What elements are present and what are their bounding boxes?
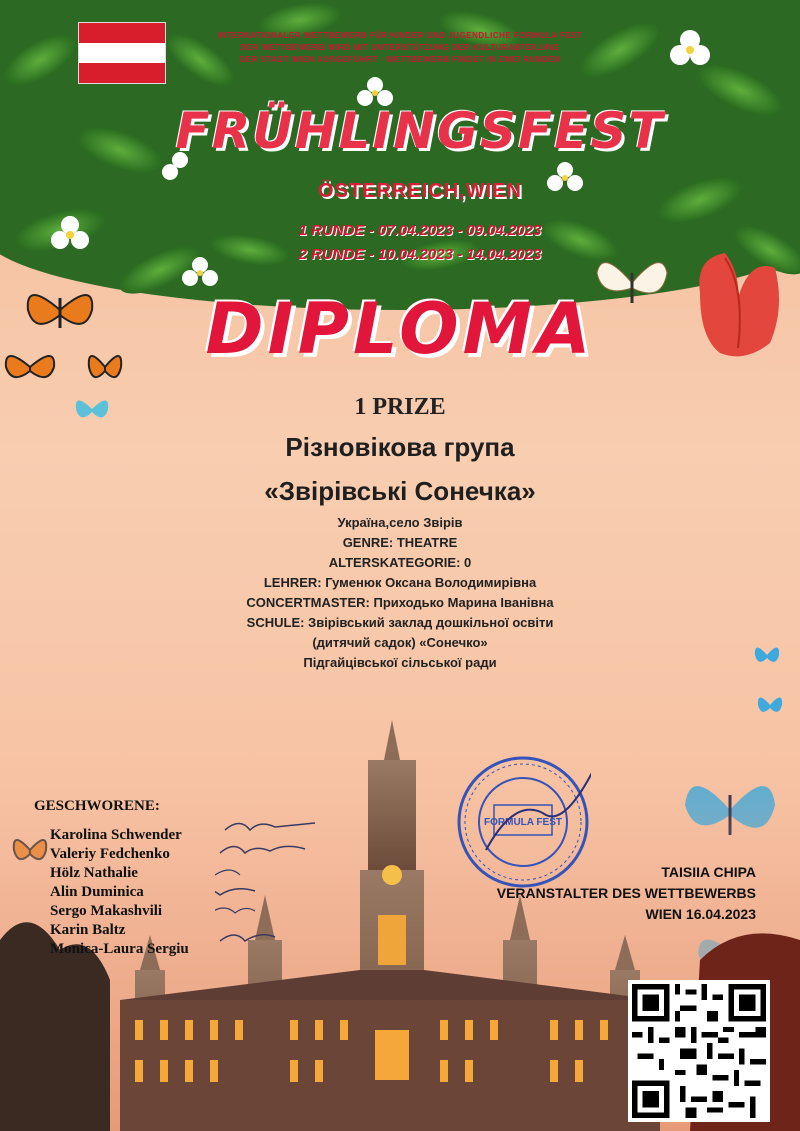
concertmaster-label: CONCERTMASTER: Приходько Марина Іванівна bbox=[246, 595, 554, 610]
jury-signatures bbox=[215, 815, 335, 955]
blue-butterfly-icon bbox=[72, 392, 112, 427]
diploma-title: DIPLOMA bbox=[205, 288, 595, 370]
flag-stripe-bottom bbox=[79, 63, 165, 83]
jury-member: Monica-Laura Sergiu bbox=[50, 941, 189, 957]
flag-stripe-middle bbox=[79, 43, 165, 63]
jury-member: Karin Baltz bbox=[50, 922, 126, 938]
tulip-icon bbox=[690, 248, 785, 363]
jury-member: Alin Duminica bbox=[50, 884, 144, 900]
jury-list bbox=[50, 826, 189, 959]
banner-line-2: DER WETTBEWERB WIRD MIT UNTERSTÜTZUNG DER KULTURABTEILUNG bbox=[240, 43, 560, 52]
banner-line-1: INTERNATIONALER WETTBEWERB FÜR KINDER UND JUGENDLICHE FORMULA FEST bbox=[217, 31, 583, 40]
flag-stripe-top bbox=[79, 23, 165, 43]
participant-location: Україна,село Звірів bbox=[337, 515, 463, 530]
age-category-label: ALTERSKATEGORIE: 0 bbox=[328, 555, 472, 570]
jury-heading: GESCHWORENE: bbox=[34, 798, 160, 814]
organizer-banner bbox=[180, 30, 620, 66]
organizer-role: VERANSTALTER DES WETTBEWERBS bbox=[496, 885, 756, 901]
festival-city: ÖSTERREICH,WIEN bbox=[318, 180, 522, 202]
blue-butterfly-icon bbox=[752, 640, 782, 670]
banner-line-3: DER STADT WIEN AUSGEFÜHRT - WETTBEWERB FINDET IN ZWEI RUNDEN bbox=[239, 55, 561, 64]
jury-member: Hölz Nathalie bbox=[50, 865, 138, 881]
school-line-3: Підгайцівської сільської ради bbox=[303, 655, 497, 670]
jury-member: Karolina Schwender bbox=[50, 827, 182, 843]
qr-code-pattern bbox=[632, 984, 766, 1118]
school-line-2: (дитячий садок) «Сонечко» bbox=[312, 635, 488, 650]
festival-title: FRÜHLINGSFEST bbox=[175, 102, 665, 160]
genre-label: GENRE: THEATRE bbox=[342, 535, 458, 550]
school-line-1: SCHULE: Звірівський заклад дошкільної освіти bbox=[246, 615, 554, 630]
stamp-text: FORMULA FEST bbox=[484, 817, 562, 828]
organizer-name: TAISIIA CHIPA bbox=[661, 864, 756, 880]
qr-code[interactable] bbox=[628, 980, 770, 1122]
participant-name: «Звірівські Сонечка» bbox=[264, 476, 536, 506]
prize-label: 1 PRIZE bbox=[354, 394, 446, 420]
participant-group: Різновікова група bbox=[285, 432, 515, 462]
teacher-label: LEHRER: Гуменюк Оксана Володимирівна bbox=[263, 575, 537, 590]
jury-member: Valeriy Fedchenko bbox=[50, 846, 170, 862]
orange-butterfly-icon bbox=[85, 345, 125, 390]
issue-place-date: WIEN 16.04.2023 bbox=[645, 906, 756, 922]
round-2-dates: 2 RUNDE - 10.04.2023 - 14.04.2023 bbox=[298, 246, 542, 263]
jury-member: Sergo Makashvili bbox=[50, 903, 163, 919]
organizer-block bbox=[440, 862, 756, 925]
orange-butterfly-icon bbox=[20, 280, 100, 340]
round-1-dates: 1 RUNDE - 07.04.2023 - 09.04.2023 bbox=[298, 222, 542, 239]
orange-butterfly-icon bbox=[0, 345, 60, 390]
austria-flag bbox=[78, 22, 166, 84]
